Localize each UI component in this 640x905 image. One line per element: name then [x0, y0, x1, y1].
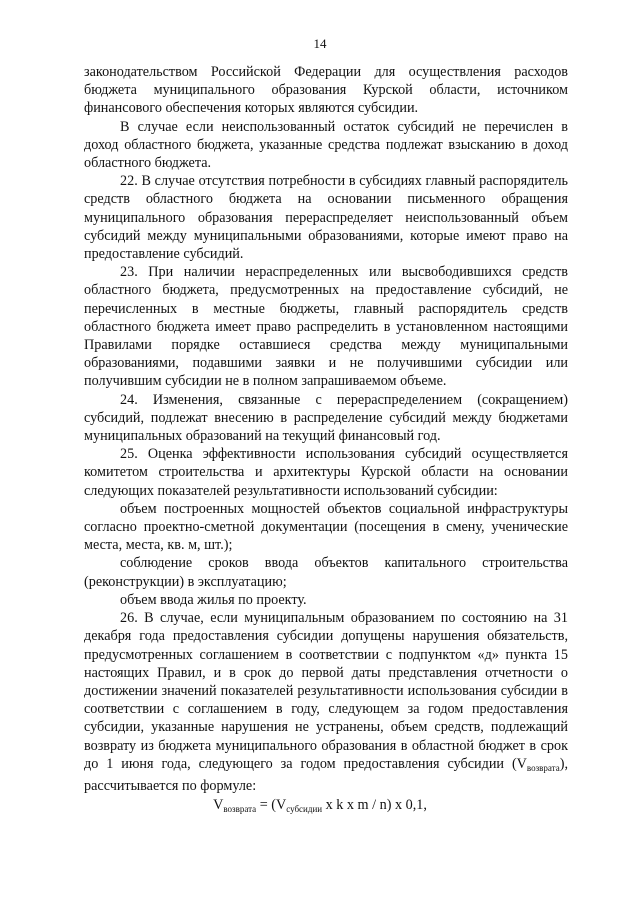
- paragraph-26-tail: ), рассчитывается по формуле:: [84, 755, 568, 794]
- paragraph-continuation: законодательством Российской Федерации для осуществления расходов бюджета муниципального образования Курской области, источником финансового обеспечения которых являются субсидии.: [84, 64, 568, 117]
- formula-v: V: [213, 797, 224, 813]
- refund-formula: [0, 796, 640, 818]
- page-number: 14: [313, 36, 327, 51]
- paragraph-26-text: 26. В случае, если муниципальным образованием по состоянию на 31 декабря года предоставления субсидии допущены нарушения обязательств, предусмотренных соглашением в соответствии с подпунктом «д» пункта 15 настоящих Правил, и в срок до первой даты представления отчетности о достижении значений показателей результативности использования субсидии в соответствии с соглашением в году, следующем за годом предоставления субсидии, указанные нарушения не устранены, объем средств, подлежащий возврату из бюджета муниципального образования в областной бюджет в срок до 1 июня года, следующего за годом предоставления субсидии (V: [84, 610, 568, 772]
- paragraph-unremitted-balance: В случае если неиспользованный остаток субсидий не перечислен в доход областного бюджета, указанные средства подлежат взысканию в доход областного бюджета.: [84, 118, 568, 172]
- paragraph-25: 25. Оценка эффективности использования субсидий осуществляется комитетом строительства и архитектуры Курской области на основании следующих показателей результативности использований субсидии:: [84, 446, 568, 499]
- formula-v-subscript: возврата: [223, 804, 257, 814]
- indicator-deadlines: соблюдение сроков ввода объектов капитального строительства (реконструкции) в эксплуатацию;: [84, 555, 568, 590]
- indicator-capacity: объем построенных мощностей объектов социальной инфраструктуры согласно проектно-сметной документации (посещения в смену, ученические места, места, кв. м, шт.);: [84, 500, 568, 554]
- formula-rest: x k x m / n) x 0,1,: [322, 797, 427, 813]
- paragraph-26: [84, 609, 568, 795]
- formula-eq: = (V: [256, 797, 287, 813]
- paragraph-26-subscript: возврата: [526, 762, 560, 773]
- paragraph-22: 22. В случае отсутствия потребности в субсидиях главный распорядитель средств областного бюджета на основании письменного обращения муниципального образования перераспределяет неиспользованный объем субсидий между муниципальными образованиями, которые имеют право на предоставление субсидий.: [84, 173, 568, 263]
- paragraph-24: 24. Изменения, связанные с перераспределением (сокращением) субсидий, подлежат внесению в распределение субсидий между бюджетами муниципальных образований на текущий финансовый год.: [84, 391, 568, 445]
- paragraph-23: 23. При наличии нераспределенных или высвободившихся средств областного бюджета, предусмотренных на предоставление субсидий, не перечисленных в местные бюджеты, главный распорядитель средств областного бюджета имеет право распределить в установленном настоящими Правилами порядке оставшиеся средства между муниципальными образованиями, подавшими заявки и не получившими субсидии или получившим субсидии не в полном запрашиваемом объеме.: [84, 264, 568, 390]
- formula-subsidy-subscript: субсидии: [286, 804, 323, 814]
- document-body: [84, 63, 568, 795]
- indicator-housing: объем ввода жилья по проекту.: [120, 591, 307, 608]
